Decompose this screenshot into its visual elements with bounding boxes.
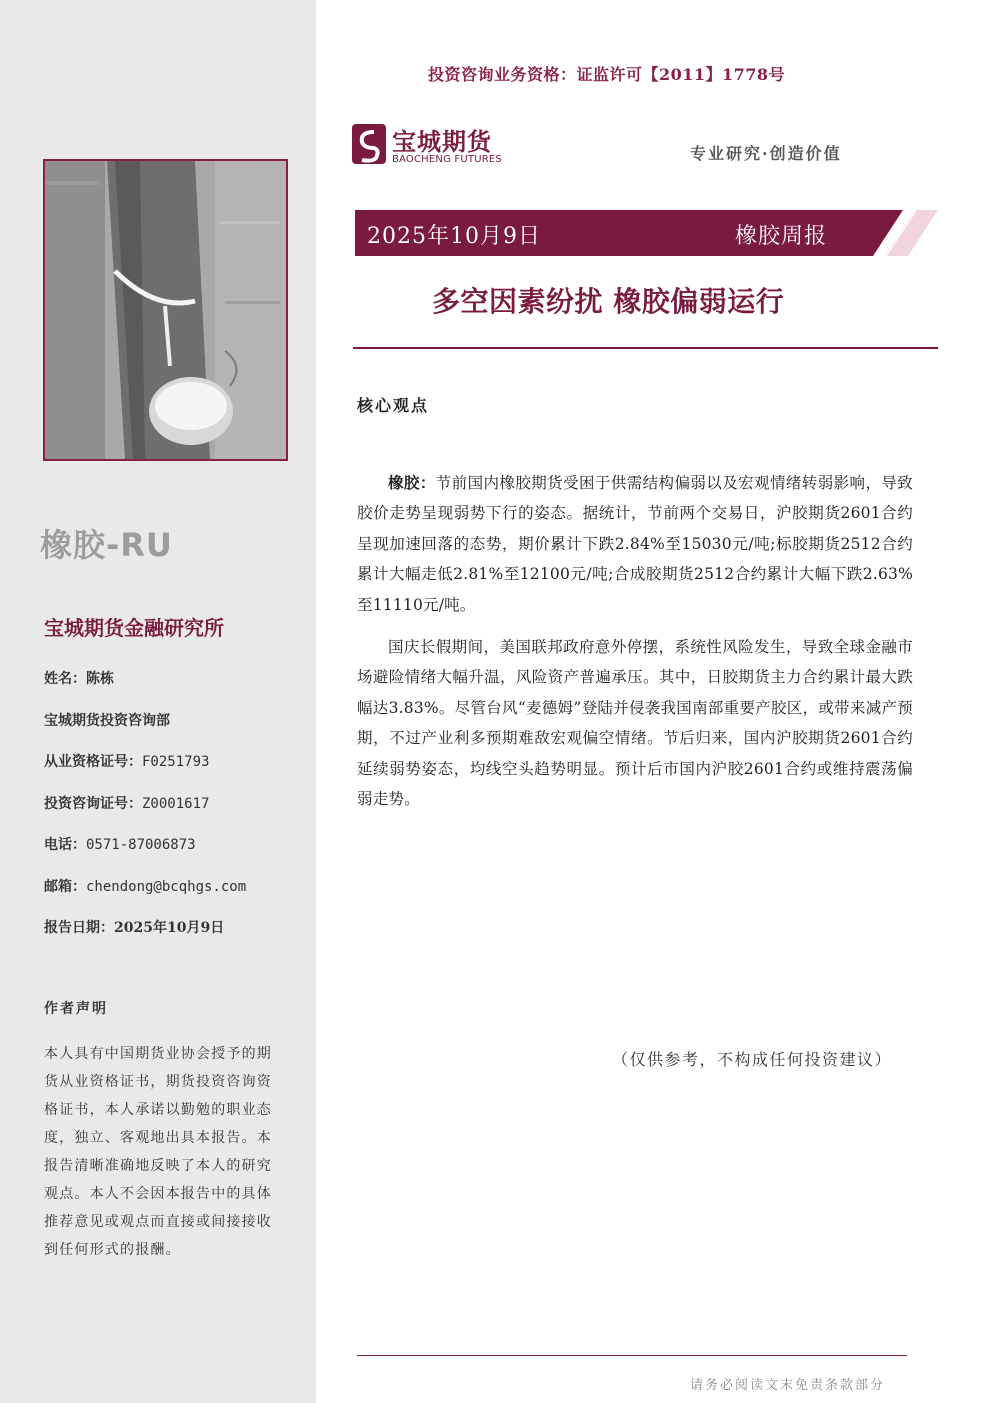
info-label: 电话： xyxy=(44,837,86,853)
info-value: Z0001617 xyxy=(142,796,210,812)
info-value: 0571-87006873 xyxy=(86,837,196,853)
paragraph-lead: 橡胶： xyxy=(388,473,436,492)
info-label: 姓名： xyxy=(44,671,86,687)
rubber-tree-photo xyxy=(43,159,288,461)
footer-notice: 请务必阅读文末免责条款部分 xyxy=(690,1378,886,1393)
qualification-number xyxy=(44,751,209,771)
paragraph-body: 国庆长假期间，美国联邦政府意外停摆，系统性风险发生，导致全球金融市场避险情绪大幅升温，风险资产普遍承压。其中，日胶期货主力合约累计最大跌幅达3.83%。尽管台风“麦德姆”登陆并侵袭我国南部重要产胶区，或带来减产预期，不过产业利多预期难敌宏观偏空情绪。节后归来，国内沪胶期货2601合约延续弱势姿态，均线空头趋势明显。预计后市国内沪胶2601合约或维持震荡偏弱走势。 xyxy=(357,638,913,809)
email-link[interactable]: chendong@bcqhgs.com xyxy=(86,879,247,895)
slogan: 专业研究·创造价值 xyxy=(690,144,842,163)
footer-divider xyxy=(357,1355,907,1356)
paragraph-body: 节前国内橡胶期货受困于供需结构偏弱以及宏观情绪转弱影响，导致胶价走势呈现弱势下行的姿态。据统计，节前两个交易日，沪胶期货2601合约呈现加速回落的态势，期价累计下跌2.84%至15030元/吨;标胶期货2512合约累计大幅走低2.81%至12100元/吨;合成胶期货2512合约累计大幅下跌2.63%至11110元/吨。 xyxy=(357,474,913,614)
company-logo xyxy=(350,120,520,172)
email xyxy=(44,876,246,896)
declaration-title: 作者声明 xyxy=(44,1001,108,1017)
product-name: 橡胶-RU xyxy=(40,526,173,564)
phone xyxy=(44,834,196,854)
paragraph-holiday xyxy=(357,632,913,814)
consulting-number xyxy=(44,793,209,813)
info-label: 投资咨询证号： xyxy=(44,796,142,812)
sidebar xyxy=(0,0,316,1403)
report-type: 橡胶周报 xyxy=(735,224,828,249)
info-label: 从业资格证号： xyxy=(44,754,142,770)
analyst-name xyxy=(44,668,114,688)
institute-name: 宝城期货金融研究所 xyxy=(44,616,224,640)
logo-chinese-name: 宝城期货 xyxy=(392,127,492,156)
info-label: 宝城期货投资咨询部 xyxy=(44,713,170,729)
info-value: 陈栋 xyxy=(86,671,114,687)
report-date xyxy=(44,917,224,937)
info-value: 2025年10月9日 xyxy=(114,920,225,936)
license-text: 投资咨询业务资格：证监许可【2011】1778号 xyxy=(428,65,786,84)
info-label: 邮箱： xyxy=(44,879,86,895)
rubber-tapping-image xyxy=(45,161,286,459)
report-banner xyxy=(355,210,915,256)
core-heading: 核心观点 xyxy=(357,396,430,415)
logo-english-name: BAOCHENG FUTURES xyxy=(392,154,502,165)
report-title: 多空因素纷扰 橡胶偏弱运行 xyxy=(432,285,785,318)
investment-note: （仅供参考，不构成任何投资建议） xyxy=(612,1050,893,1069)
logo-mark-icon xyxy=(350,120,388,168)
title-divider xyxy=(353,347,938,349)
info-label: 报告日期： xyxy=(44,920,114,936)
banner-date: 2025年10月9日 xyxy=(367,224,541,249)
info-value: F0251793 xyxy=(142,754,210,770)
department xyxy=(44,710,170,730)
declaration-text: 本人具有中国期货业协会授予的期货从业资格证书，期货投资咨询资格证书，本人承诺以勤勉的职业态度，独立、客观地出具本报告。本报告清晰准确地反映了本人的研究观点。本人不会因本报告中的具体推荐意见或观点而直接或间接接收到任何形式的报酬。 xyxy=(44,1046,272,1258)
paragraph-rubber xyxy=(357,468,913,620)
